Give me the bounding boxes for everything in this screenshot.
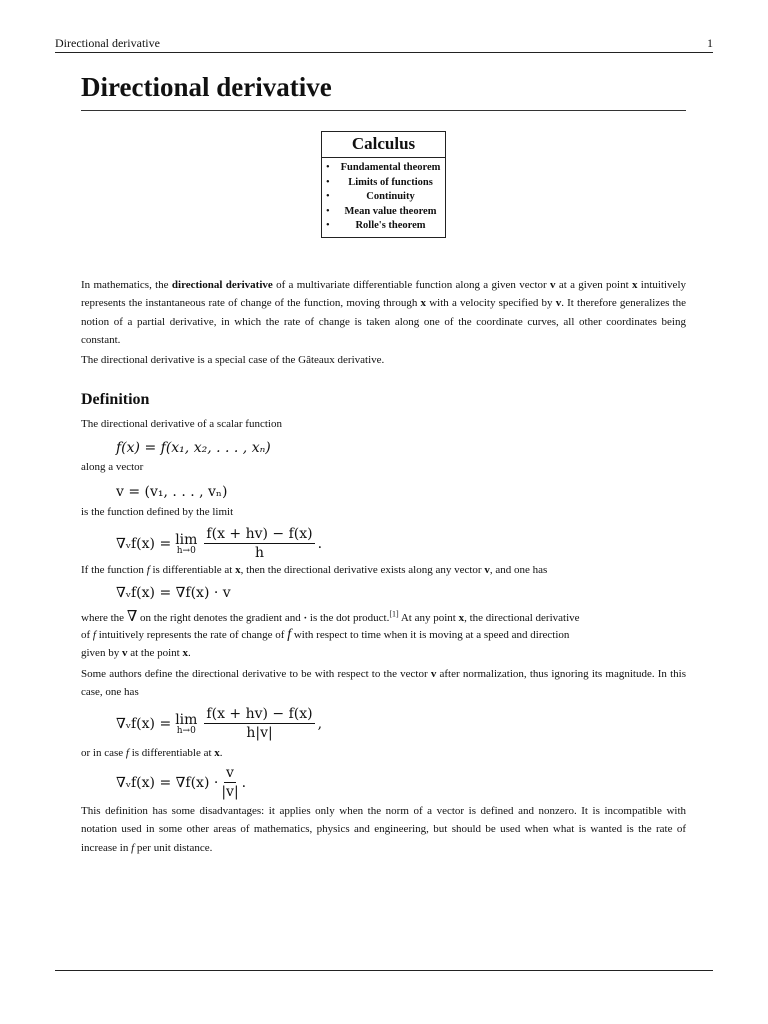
infobox-item[interactable]: • Continuity	[326, 190, 441, 205]
intro-paragraph-2: The directional derivative is a special case of the Gâteaux derivative.	[81, 354, 385, 366]
definition-text: If the function f is differentiable at x, then the directional derivative exists along any vector v, and one has	[81, 564, 548, 576]
definition-text: or in case f is differentiable at x.	[81, 747, 223, 759]
formula-normalized-gradient: ∇ᵥf(x) = ∇f(x) · $\frac{v}{|v|}$ .	[116, 765, 247, 800]
running-header	[55, 36, 713, 53]
formula-normalized-limit: ∇ᵥf(x) = lim h→0 $\frac{f(x + hv) - f(x)}{h|v|}$ ,	[116, 706, 323, 741]
formula-gradient-dot: ∇ᵥf(x) = ∇f(x) · v	[116, 585, 231, 601]
definition-text: given by v at the point x.	[81, 647, 191, 659]
running-title: Directional derivative	[55, 36, 160, 50]
formula-vector: v = (v₁, . . . , vₙ)	[116, 484, 228, 500]
footer-divider	[55, 970, 713, 971]
calculus-infobox	[321, 131, 446, 238]
infobox-item[interactable]: • Mean value theorem	[326, 205, 441, 220]
intro-paragraph: In mathematics, the directional derivative of a multivariate differentiable function along a given vector v at a given point x intuitively represents the instantaneous rate of change of the function, moving through x with a velocity specified by v. It therefore generalizes the notion of a partial derivative, in which the rate of change is taken along one of the coordinate curves, all other coordinates being constant.	[81, 279, 686, 346]
bullet-icon: •	[326, 191, 330, 202]
definition-text: is the function defined by the limit	[81, 506, 234, 518]
formula-limit-definition: ∇ᵥf(x) = lim h→0 $\frac{f(x + hv) - f(x)}{h}$ .	[116, 526, 323, 561]
bullet-icon: •	[326, 205, 330, 217]
infobox-list	[322, 158, 445, 237]
bullet-icon: •	[326, 176, 330, 188]
infobox-item[interactable]: • Limits of functions	[326, 176, 441, 191]
definition-text: along a vector	[81, 461, 144, 473]
infobox-item[interactable]: • Rolle's theorem	[326, 219, 441, 234]
section-heading-definition: Definition	[81, 391, 150, 408]
definition-text: The directional derivative of a scalar function	[81, 418, 282, 430]
definition-text: where the ∇ on the right denotes the gradient and · is the dot product.[1] At any point x, the directional derivative	[81, 609, 580, 625]
infobox-item[interactable]: • Fundamental theorem	[326, 161, 441, 176]
page-number: 1	[707, 36, 713, 50]
citation-link[interactable]: [1]	[389, 609, 399, 619]
definition-paragraph: This definition has some disadvantages: it applies only when the norm of a vector is defined and nonzero. It is incompatible with notation used in some other areas of mathematics, physics and engineering, but should be used when what is wanted is the rate of increase in f per unit distance.	[81, 805, 686, 854]
infobox-title: Calculus	[322, 132, 445, 158]
definition-text: of f intuitively represents the rate of change of f with respect to time when it is moving at a speed and direction	[81, 627, 570, 642]
page-title: Directional derivative	[81, 72, 332, 102]
bullet-icon: •	[326, 220, 330, 231]
title-divider	[81, 110, 686, 111]
formula-scalar-function: f(x) = f( x₁, x₂, . . . , xₙ )	[116, 440, 271, 456]
bullet-icon: •	[326, 162, 330, 173]
definition-paragraph: Some authors define the directional derivative to be with respect to the vector v after normalization, thus ignoring its magnitude. In this case, one has	[81, 668, 686, 699]
